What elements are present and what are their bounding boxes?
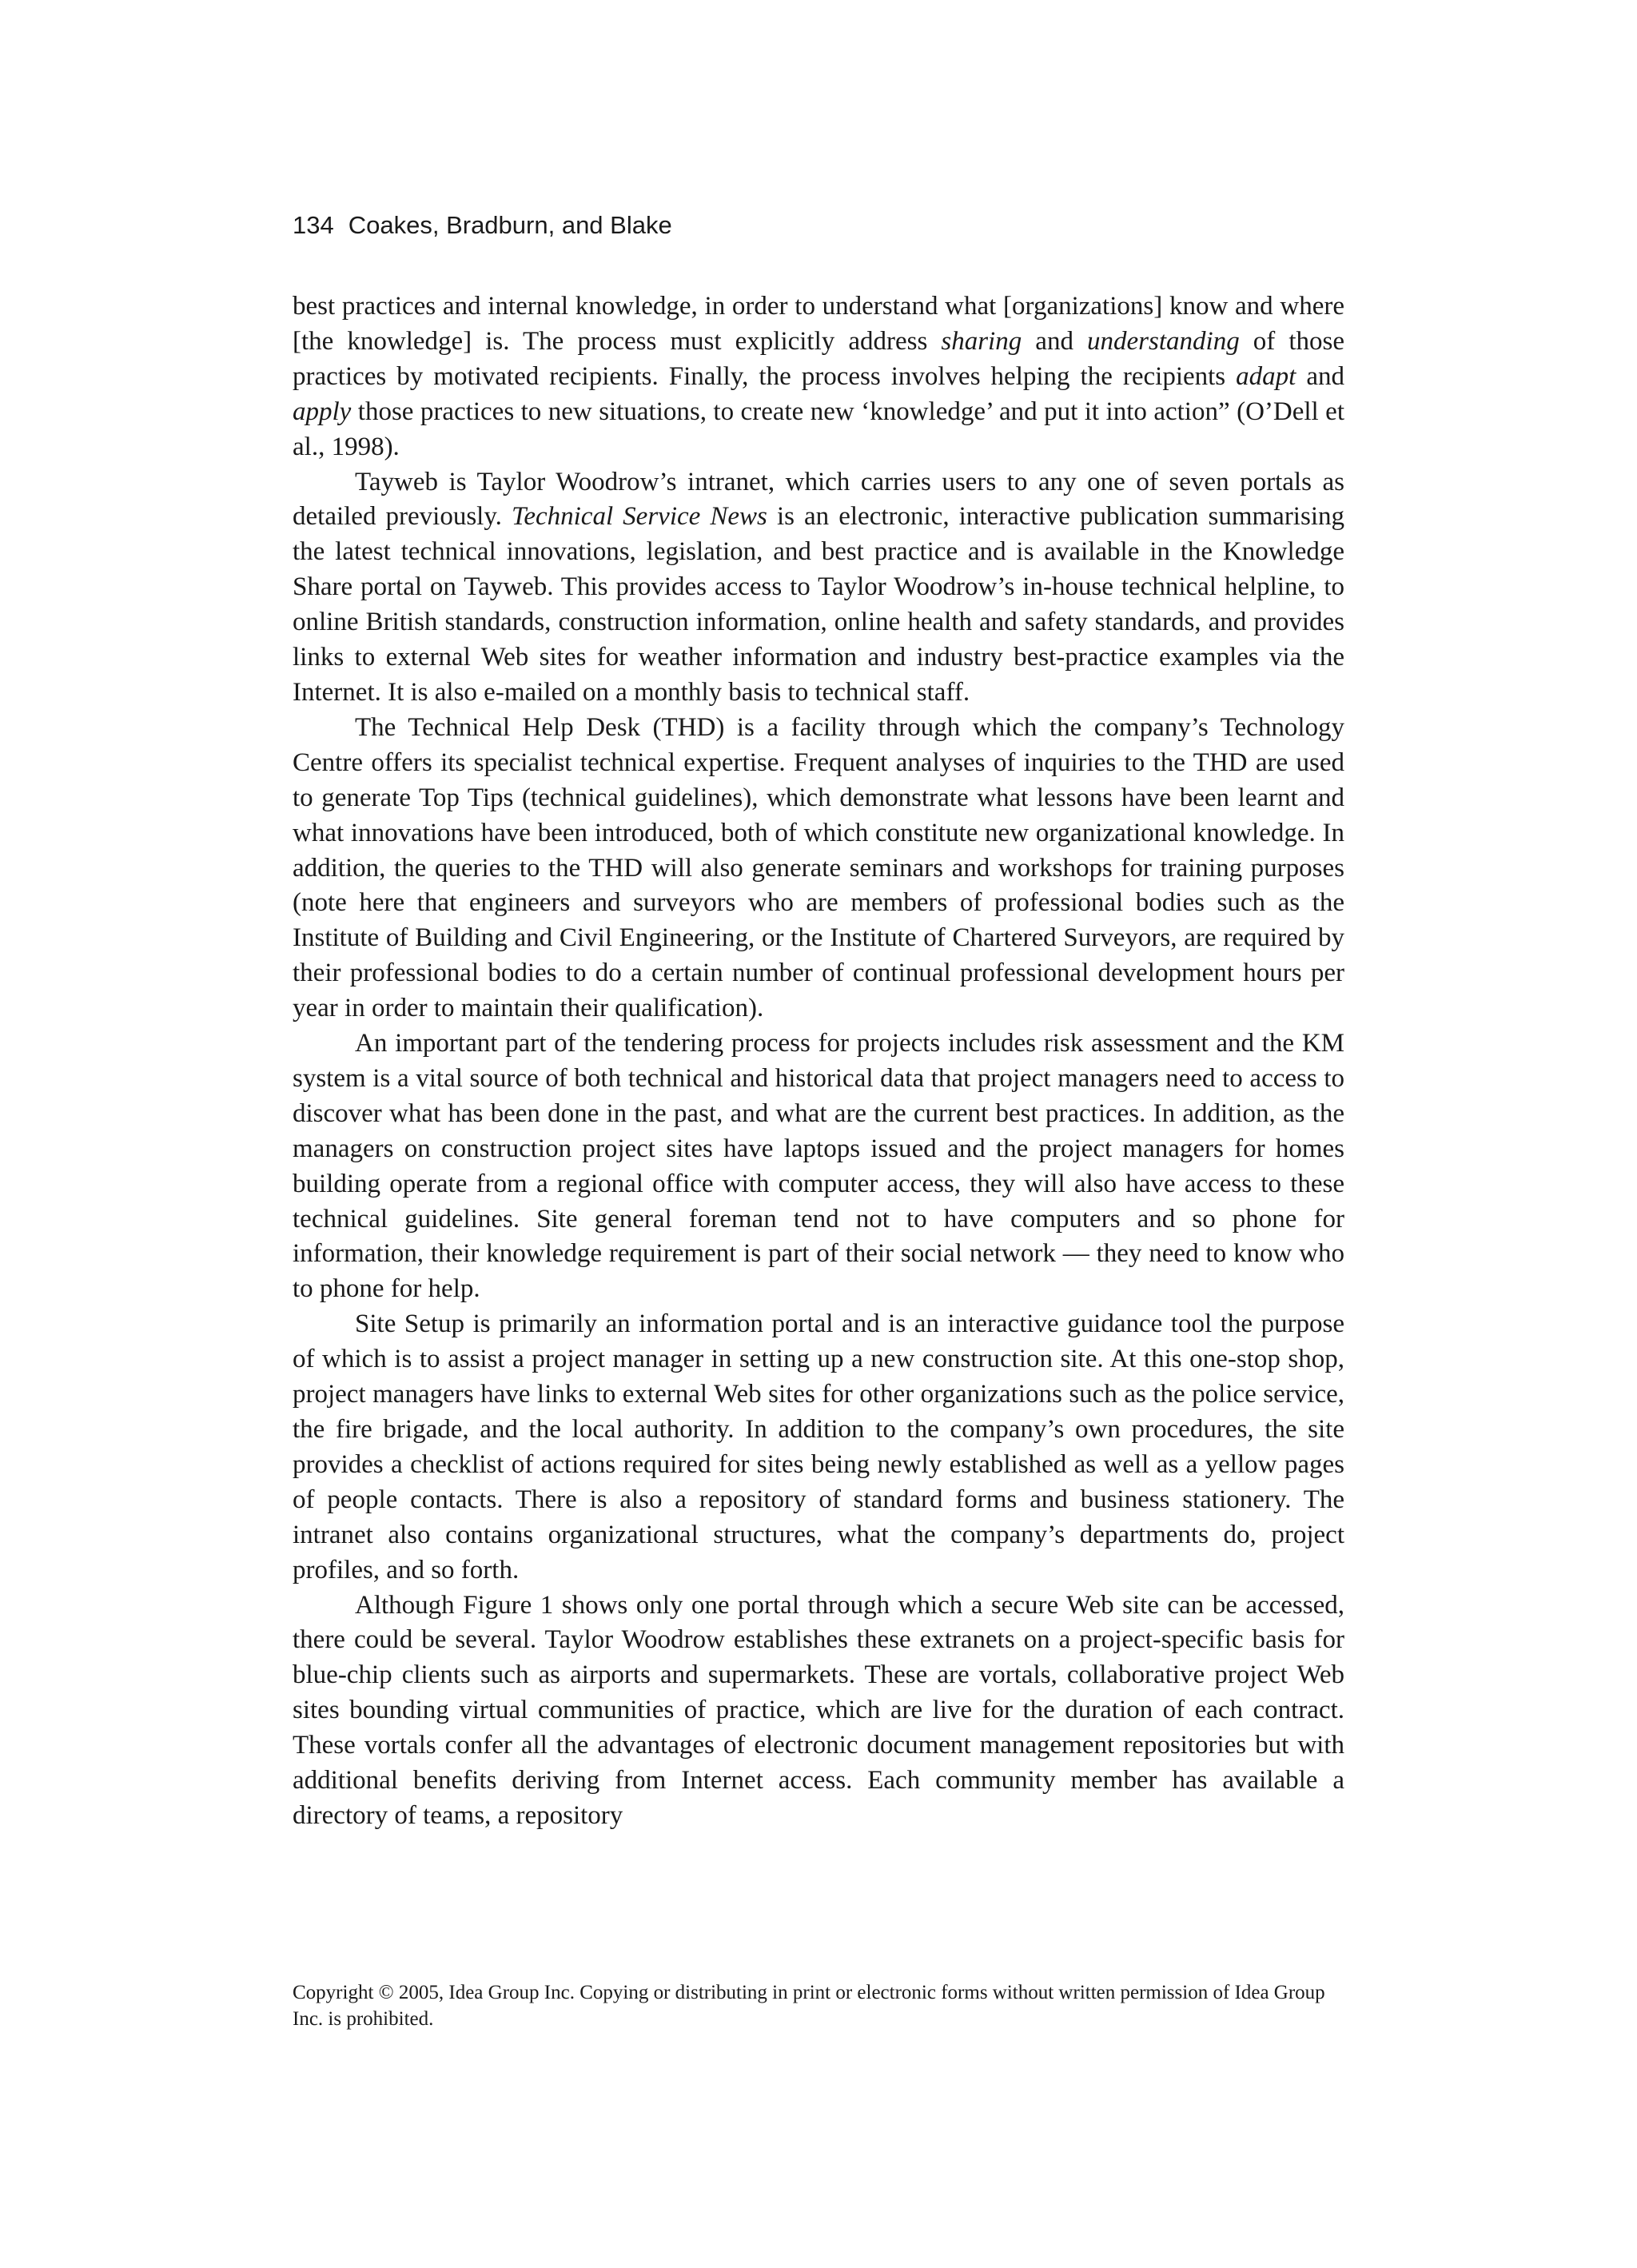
running-head [293, 209, 672, 241]
paragraph-1-italic-sharing: sharing [941, 326, 1022, 356]
paragraph-2-italic-title: Technical Service News [512, 502, 767, 532]
paragraph-1-text-c: of those practices by motivated recipients. Finally, the process involves helping the recipients [293, 326, 1344, 391]
paragraph-1-text-a: best practices and internal knowledge, in order to understand what [organizations] know and where [the knowledge] is. The process must explicitly address [293, 292, 1344, 356]
paragraph-6: Although Figure 1 shows only one portal through which a secure Web site can be accessed, there could be several. Taylor Woodrow establishes these extranets on a project-specific basis for blue-chip clients such as airports and supermarkets. These are vortals, collaborative project Web sites bounding virtual communities of practice, which are live for the duration of each contract. These vortals confer all the advantages of electronic document management repositories but with additional benefits deriving from Internet access. Each community member has available a directory of teams, a repository [293, 1590, 1344, 1830]
copyright-notice: Copyright © 2005, Idea Group Inc. Copying or distributing in print or electronic forms without written permission of Idea Group Inc. is prohibited. [293, 1982, 1325, 2030]
running-head-authors: Coakes, Bradburn, and Blake [348, 211, 672, 239]
body-text [293, 289, 1344, 1834]
paragraph-2-text-a: Tayweb is Taylor Woodrow’s intranet, which carries users to any one of seven portals as detailed previously. [293, 467, 1344, 532]
paragraph-1-text-b: and [1022, 326, 1088, 356]
paragraph-1 [293, 289, 1344, 465]
paragraph-1-italic-adapt: adapt [1236, 361, 1296, 391]
paragraph-2-text-b: is an electronic, interactive publication summarising the latest technical innovations, legislation, and best practice and is available in the Knowledge Share portal on Tayweb. This provides access to Taylor Woodrow’s in-house technical helpline, to online British standards, construction information, online health and safety standards, and provides links to external Web sites for weather information and industry best-practice examples via the Internet. It is also e-mailed on a monthly basis to technical staff. [293, 502, 1344, 707]
paragraph-1-text-d: and [1296, 361, 1344, 391]
paragraph-1-text-e: those practices to new situations, to create new ‘knowledge’ and put it into action” (O’Dell et al., 1998). [293, 397, 1344, 461]
paragraph-2 [293, 465, 1344, 711]
paragraph-1-italic-apply: apply [293, 397, 352, 426]
paragraph-5: Site Setup is primarily an information portal and is an interactive guidance tool the purpose of which is to assist a project manager in setting up a new construction site. At this one-stop shop, project managers have links to external Web sites for other organizations such as the police service, the fire brigade, and the local authority. In addition to the company’s own procedures, the site provides a checklist of actions required for sites being newly established as well as a yellow pages of people contacts. There is also a repository of standard forms and business stationery. The intranet also contains organizational structures, what the company’s departments do, project profiles, and so forth. [293, 1309, 1344, 1584]
paragraph-3: The Technical Help Desk (THD) is a facility through which the company’s Technology Centre offers its specialist technical expertise. Frequent analyses of inquiries to the THD are used to generate Top Tips (technical guidelines), which demonstrate what lessons have been learnt and what innovations have been introduced, both of which constitute new organizational knowledge. In addition, the queries to the THD will also generate seminars and workshops for training purposes (note here that engineers and surveyors who are members of professional bodies such as the Institute of Building and Civil Engineering, or the Institute of Chartered Surveyors, are required by their professional bodies to do a certain number of continual professional development hours per year in order to maintain their qualification). [293, 712, 1344, 1023]
page-number: 134 [293, 211, 334, 239]
copyright-footer [293, 1979, 1332, 2032]
paragraph-4: An important part of the tendering process for projects includes risk assessment and the KM system is a vital source of both technical and historical data that project managers need to access to discover what has been done in the past, and what are the current best practices. In addition, as the managers on construction project sites have laptops issued and the project managers for homes building operate from a regional office with computer access, they will also have access to these technical guidelines. Site general foreman tend not to have computers and so phone for information, their knowledge requirement is part of their social network — they need to know who to phone for help. [293, 1029, 1344, 1304]
paragraph-1-italic-understanding: understanding [1087, 326, 1240, 356]
